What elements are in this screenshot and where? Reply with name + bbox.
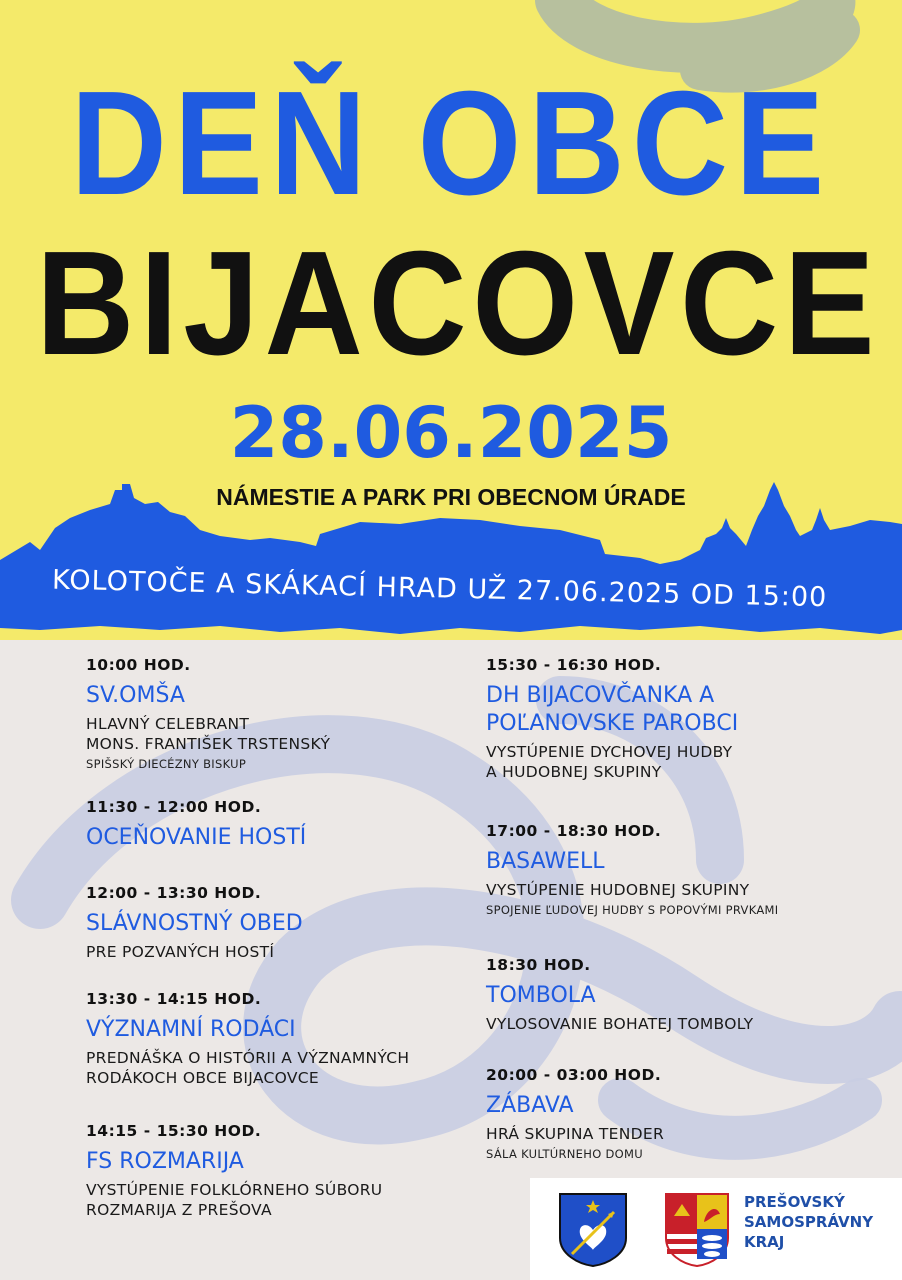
event-time: 14:15 - 15:30 HOD. — [86, 1122, 262, 1140]
event-note: SÁLA KULTÚRNEHO DOMU — [486, 1147, 643, 1161]
sponsor-logos-box — [530, 1178, 902, 1280]
event-time: 13:30 - 14:15 HOD. — [86, 990, 262, 1008]
event-title: VÝZNAMNÍ RODÁCI — [86, 1017, 296, 1042]
event-time: 18:30 HOD. — [486, 956, 591, 974]
program-item — [86, 1122, 486, 1220]
event-time: 20:00 - 03:00 HOD. — [486, 1066, 662, 1084]
event-time: 10:00 HOD. — [86, 656, 191, 674]
village-skyline-silhouette — [0, 480, 902, 650]
event-time: 11:30 - 12:00 HOD. — [86, 798, 262, 816]
event-title: DH BIJACOVČANKA A POĽANOVSKE PAROBCI — [486, 683, 739, 736]
event-description: HLAVNÝ CELEBRANT MONS. FRANTIŠEK TRSTENSKÝ — [86, 715, 331, 753]
event-title: FS ROZMARIJA — [86, 1149, 244, 1174]
event-date: 28.06.2025 — [229, 392, 673, 474]
event-title: SLÁVNOSTNÝ OBED — [86, 911, 303, 936]
program-item — [86, 884, 486, 962]
region-name-line-1: PREŠOVSKÝ — [744, 1193, 845, 1211]
event-description: VYSTÚPENIE DYCHOVEJ HUDBY A HUDOBNEJ SKUPINY — [486, 743, 733, 781]
event-title: SV.OMŠA — [86, 683, 185, 708]
region-name-line-3: KRAJ — [744, 1233, 785, 1251]
event-title: ZÁBAVA — [486, 1093, 574, 1118]
event-time: 12:00 - 13:30 HOD. — [86, 884, 262, 902]
event-description: VYSTÚPENIE FOLKLÓRNEHO SÚBORU ROZMARIJA Z PREŠOVA — [86, 1181, 383, 1219]
event-description: HRÁ SKUPINA TENDER — [486, 1125, 665, 1143]
program-item — [86, 990, 486, 1088]
program-item — [486, 1066, 886, 1161]
event-title: TOMBOLA — [486, 983, 596, 1008]
event-time: 15:30 - 16:30 HOD. — [486, 656, 662, 674]
event-venue: NÁMESTIE A PARK PRI OBECNOM ÚRADE — [216, 484, 686, 510]
program-item — [86, 798, 486, 852]
rides-banner-text: KOLOTOČE A SKÁKACÍ HRAD UŽ 27.06.2025 OD 15:00 — [51, 564, 828, 614]
event-description: PREDNÁŠKA O HISTÓRII A VÝZNAMNÝCH RODÁKOCH OBCE BIJACOVCE — [86, 1049, 410, 1087]
program-item — [86, 656, 486, 771]
title-line-2: BIJACOVCE — [36, 221, 881, 386]
event-title: OCEŇOVANIE HOSTÍ — [86, 825, 307, 850]
event-description: PRE POZVANÝCH HOSTÍ — [86, 943, 275, 961]
program-item — [486, 656, 886, 782]
village-coat-of-arms-icon — [558, 1192, 628, 1268]
title-line-1: DEŇ OBCE — [70, 61, 832, 226]
event-note: SPIŠSKÝ DIECÉZNY BISKUP — [86, 757, 247, 771]
region-name — [744, 1192, 873, 1252]
event-note: SPOJENIE ĽUDOVEJ HUDBY S POPOVÝMI PRVKAMI — [486, 903, 779, 917]
region-coat-of-arms-icon — [664, 1192, 730, 1268]
event-time: 17:00 - 18:30 HOD. — [486, 822, 662, 840]
event-description: VYSTÚPENIE HUDOBNEJ SKUPINY — [486, 881, 750, 899]
region-name-line-2: SAMOSPRÁVNY — [744, 1213, 874, 1231]
event-description: VYLOSOVANIE BOHATEJ TOMBOLY — [486, 1015, 754, 1033]
event-title: BASAWELL — [486, 849, 605, 874]
program-item — [486, 956, 886, 1034]
program-item — [486, 822, 886, 917]
